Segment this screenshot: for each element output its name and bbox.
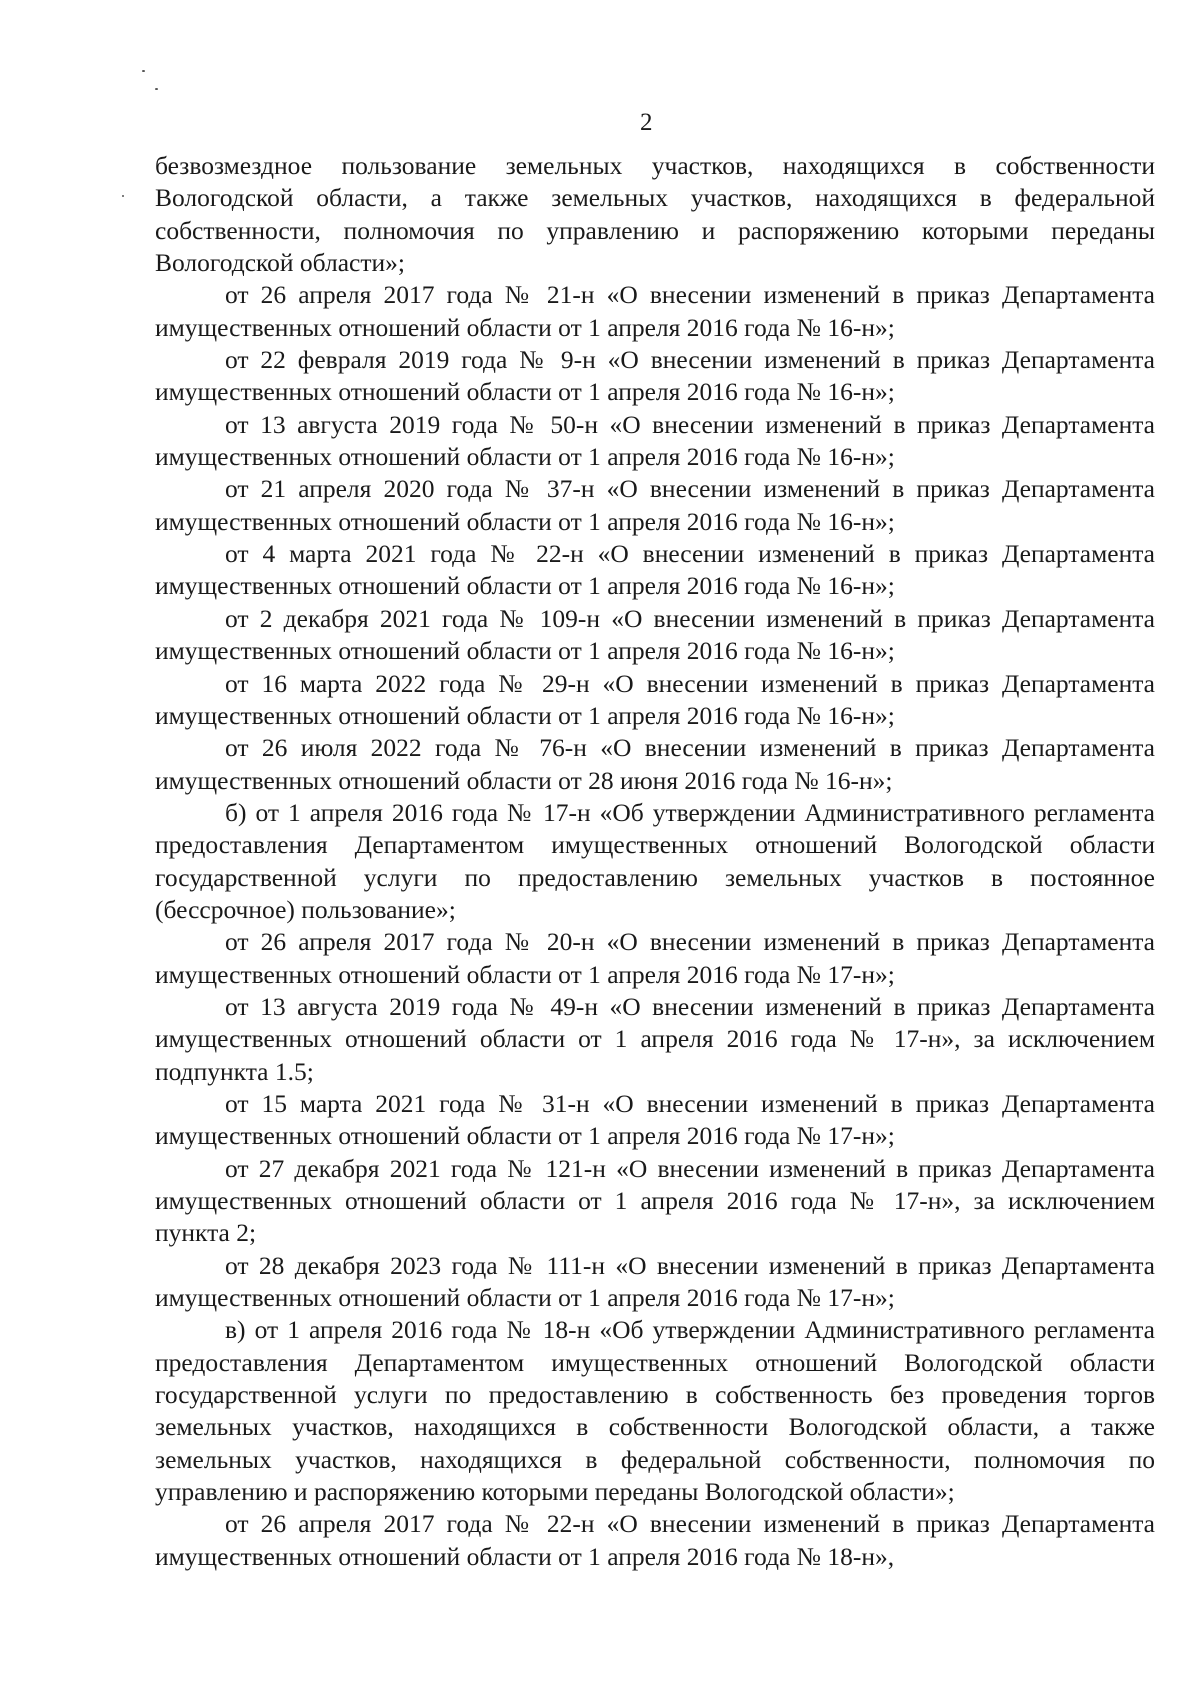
paragraph: б) от 1 апреля 2016 года № 17-н «Об утверждении Административного регламента предоставления Департаментом имущественных отношений Вологодской области государственной услуги по предоставлению земельных участков в постоянное (бессрочное) пользование»; bbox=[155, 797, 1155, 924]
paragraph: от 15 марта 2021 года № 31-н «О внесении изменений в приказ Департамента имущественных отношений области от 1 апреля 2016 года № 17-н»; bbox=[155, 1088, 1155, 1151]
paragraph: от 21 апреля 2020 года № 37-н «О внесении изменений в приказ Департамента имущественных отношений области от 1 апреля 2016 года № 16-н»; bbox=[155, 474, 1155, 536]
paragraph: безвозмездное пользование земельных участков, находящихся в собственности Вологодской области, а также земельных участков, находящихся в федеральной собственности, полномочия по управлению и распоряжению которыми переданы Вологодской области»; bbox=[155, 151, 1155, 278]
scan-speck bbox=[155, 88, 158, 90]
paragraph: от 26 июля 2022 года № 76-н «О внесении изменений в приказ Департамента имущественных отношений области от 28 июня 2016 года № 16-н»; bbox=[155, 733, 1155, 795]
paragraph: в) от 1 апреля 2016 года № 18-н «Об утверждении Административного регламента предоставления Департаментом имущественных отношений Вологодской области государственной услуги по предоставлению в собственность без проведения торгов земельных участков, находящихся в собственности Вологодской области, а также земельных участков, находящихся в федеральной собственности, полномочия по управлению и распоряжению которыми переданы Вологодской области»; bbox=[155, 1315, 1155, 1507]
paragraph: от 26 апреля 2017 года № 21-н «О внесении изменений в приказ Департамента имущественных отношений области от 1 апреля 2016 года № 16-н»; bbox=[155, 280, 1155, 342]
paragraph: от 22 февраля 2019 года № 9-н «О внесении изменений в приказ Департамента имущественных отношений области от 1 апреля 2016 года № 16-н»; bbox=[155, 345, 1155, 407]
paragraph: от 16 марта 2022 года № 29-н «О внесении изменений в приказ Департамента имущественных отношений области от 1 апреля 2016 года № 16-н»; bbox=[155, 668, 1155, 730]
paragraph: от 26 апреля 2017 года № 22-н «О внесении изменений в приказ Департамента имущественных отношений области от 1 апреля 2016 года № 18-н», bbox=[155, 1509, 1155, 1571]
paragraph: от 27 декабря 2021 года № 121-н «О внесении изменений в приказ Департамента имущественных отношений области от 1 апреля 2016 года № 17-н», за исключением пункта 2; bbox=[155, 1153, 1155, 1248]
paragraph: от 13 августа 2019 года № 49-н «О внесении изменений в приказ Департамента имущественных отношений области от 1 апреля 2016 года № 17-н», за исключением подпункта 1.5; bbox=[155, 991, 1155, 1086]
page-number: 2 bbox=[640, 109, 653, 136]
paragraph: от 13 августа 2019 года № 50-н «О внесении изменений в приказ Департамента имущественных отношений области от 1 апреля 2016 года № 16-н»; bbox=[155, 409, 1155, 472]
scan-speck bbox=[122, 195, 124, 197]
paragraph: от 28 декабря 2023 года № 111-н «О внесении изменений в приказ Департамента имущественных отношений области от 1 апреля 2016 года № 17-н»; bbox=[155, 1250, 1155, 1313]
scan-speck bbox=[142, 70, 145, 72]
paragraph: от 4 марта 2021 года № 22-н «О внесении изменений в приказ Департамента имущественных отношений области от 1 апреля 2016 года № 16-н»; bbox=[155, 539, 1155, 601]
paragraph: от 26 апреля 2017 года № 20-н «О внесении изменений в приказ Департамента имущественных отношений области от 1 апреля 2016 года № 17-н»; bbox=[155, 927, 1155, 989]
document-body bbox=[155, 150, 1155, 1573]
paragraph: от 2 декабря 2021 года № 109-н «О внесении изменений в приказ Департамента имущественных отношений области от 1 апреля 2016 года № 16-н»; bbox=[155, 603, 1155, 666]
